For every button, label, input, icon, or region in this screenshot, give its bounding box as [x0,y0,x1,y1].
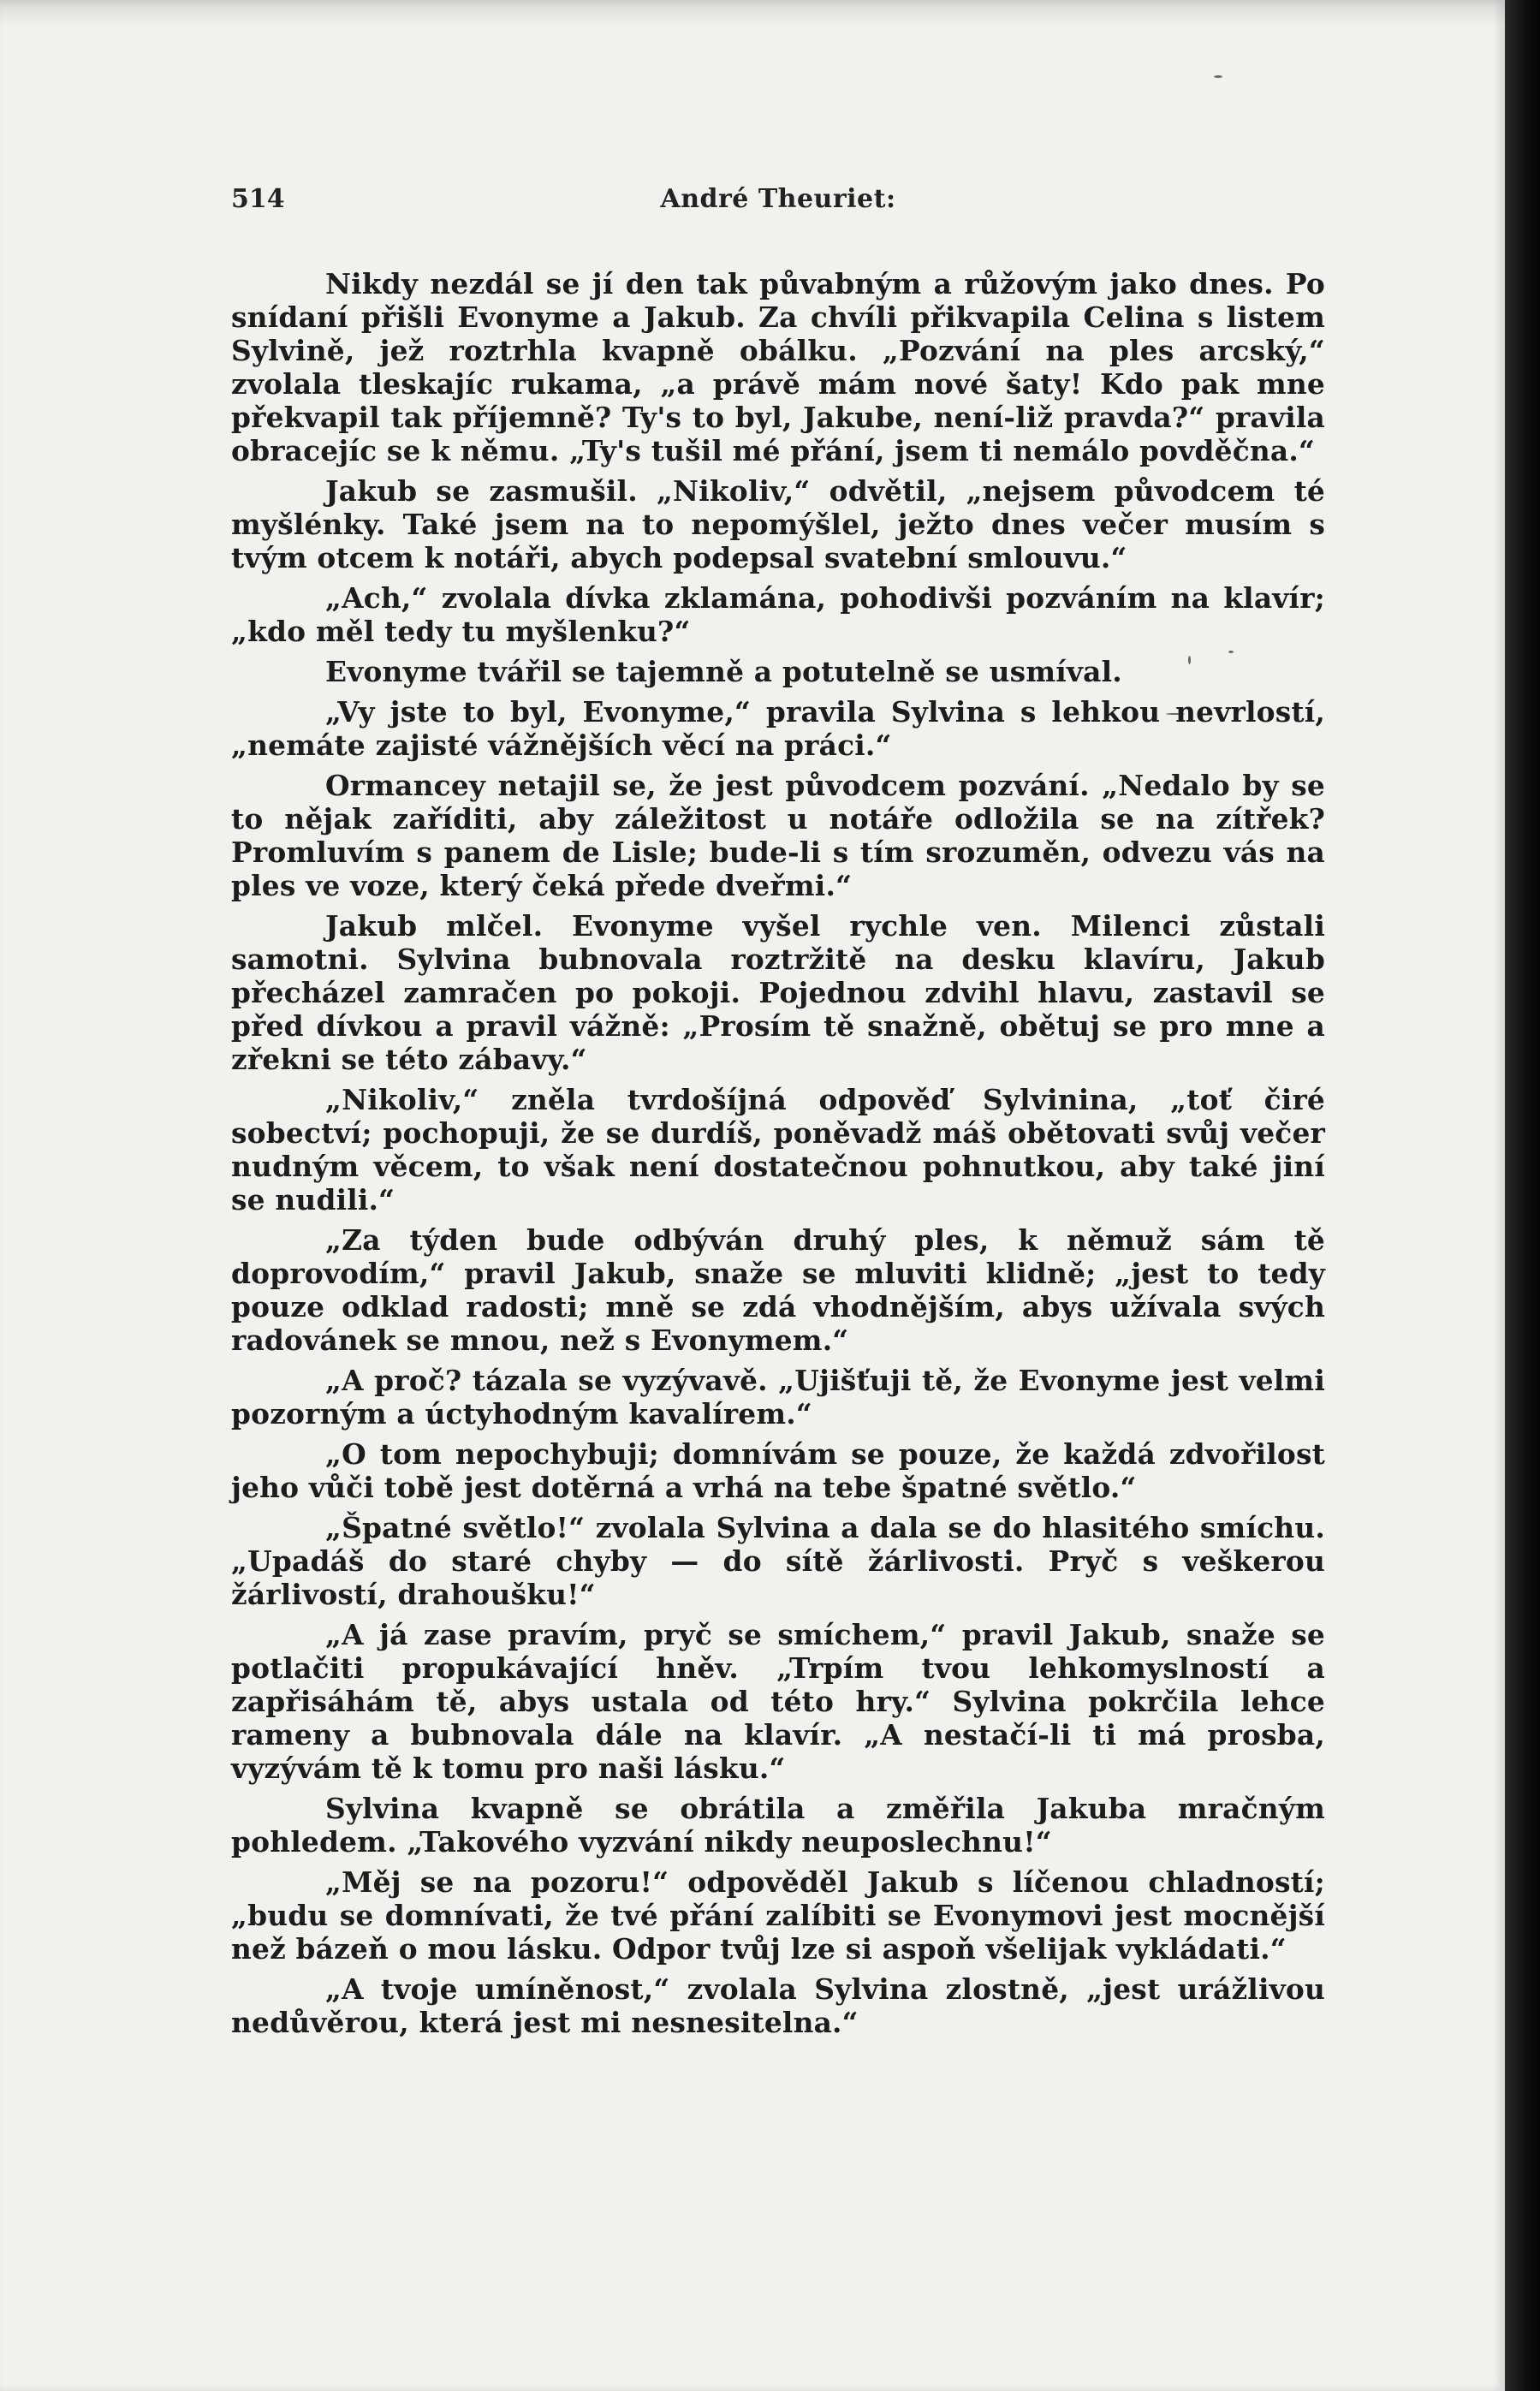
paragraph: „O tom nepochybuji; domnívám se pouze, že každá zdvořilost jeho vůči tobě jest dotěrná a vrhá na tebe špatné světlo.“ [231,1437,1325,1504]
paragraph: „Měj se na pozoru!“ odpověděl Jakub s líčenou chladností; „budu se domnívati, že tvé přání zalíbiti se Evonymovi jest mocnější než bázeň o mou lásku. Odpor tvůj lze si aspoň všelijak vykládati.“ [231,1865,1325,1966]
page-header [231,184,1325,227]
paragraph: Evonyme tvářil se tajemně a potutelně se usmíval. [325,655,1122,688]
paragraph: „Za týden bude odbýván druhý ples, k němuž sám tě doprovodím,“ pravil Jakub, snaže se mluviti klidně; „jest to tedy pouze odklad radosti; mně se zdá vhodnějším, abys užívala svých radovánek se mnou, než s Evonymem.“ [231,1223,1325,1357]
paragraph: „Nikoliv,“ zněla tvrdošíjná odpověď Sylvinina, „toť čiré sobectví; pochopuji, že se durdíš, poněvadž máš obětovati svůj večer nudným věcem, to však není dostatečnou pohnutkou, aby také jiní se nudili.“ [231,1083,1325,1216]
paragraph: Ormancey netajil se, že jest původcem pozvání. „Nedalo by se to nějak zaříditi, aby záležitost u notáře odložila se na zítřek? Promluvím s panem de Lisle; bude-li s tím srozuměn, odvezu vás na ples ve voze, který čeká přede dveřmi.“ [231,769,1325,902]
paragraph: „Ach,“ zvolala dívka zklamána, pohodivši pozváním na klavír; „kdo měl tedy tu myšlenku?“ [231,581,1325,648]
page-number: 514 [231,184,285,214]
paragraph: Sylvina kvapně se obrátila a změřila Jakuba mračným pohledem. „Takového vyzvání nikdy neuposlechnu!“ [231,1792,1325,1859]
running-title: André Theuriet: [660,184,896,214]
paragraph: Jakub se zasmušil. „Nikoliv,“ odvětil, „nejsem původcem té myšlénky. Také jsem na to nepomýšlel, ježto dnes večer musím s tvým otcem k notáři, abych podepsal svatební smlouvu.“ [231,474,1325,574]
paper-speck [1214,75,1222,78]
paragraph: „A proč? tázala se vyzývavě. „Ujišťuji tě, že Evonyme jest velmi pozorným a úctyhodným kavalírem.“ [231,1364,1325,1430]
page-top-shadow [0,0,1505,26]
paragraph: Nikdy nezdál se jí den tak půvabným a růžovým jako dnes. Po snídaní přišli Evonyme a Jakub. Za chvíli přikvapila Celina s listem Sylvině, jež roztrhla kvapně obálku. „Pozvání na ples arcský,“ zvolala tleskajíc rukama, „a právě mám nové šaty! Kdo pak mne překvapil tak příjemně? Ty's to byl, Jakube, není-liž pravda?“ pravila obracejíc se k němu. „Ty's tušil mé přání, jsem ti nemálo povděčna.“ [231,267,1325,467]
paragraph: „Špatné světlo!“ zvolala Sylvina a dala se do hlasitého smíchu. „Upadáš do staré chyby — do sítě žárlivosti. Pryč s veškerou žárlivostí, drahoušku!“ [231,1511,1325,1611]
scan-dark-edge [1505,0,1540,2391]
paragraph: „Vy jste to byl, Evonyme,“ pravila Sylvina s lehkou nevrlostí, „nemáte zajisté vážnějších věcí na práci.“ [231,695,1325,762]
body-text [231,267,1325,2046]
paragraph: „A tvoje umíněnost,“ zvolala Sylvina zlostně, „jest urážlivou nedůvěrou, která jest mi nesnesitelna.“ [231,1972,1325,2039]
paragraph: Jakub mlčel. Evonyme vyšel rychle ven. Milenci zůstali samotni. Sylvina bubnovala roztržitě na desku klavíru, Jakub přecházel zamračen po pokoji. Pojednou zdvihl hlavu, zastavil se před dívkou a pravil vážně: „Prosím tě snažně, obětuj se pro mne a zřekni se této zábavy.“ [231,909,1325,1076]
paragraph: „A já zase pravím, pryč se smíchem,“ pravil Jakub, snaže se potlačiti propukávající hněv. „Trpím tvou lehkomyslností a zapřisáhám tě, abys ustala od této hry.“ Sylvina pokrčila lehce rameny a bubnovala dále na klavír. „A nestačí-li ti má prosba, vyzývám tě k tomu pro naši lásku.“ [231,1618,1325,1785]
